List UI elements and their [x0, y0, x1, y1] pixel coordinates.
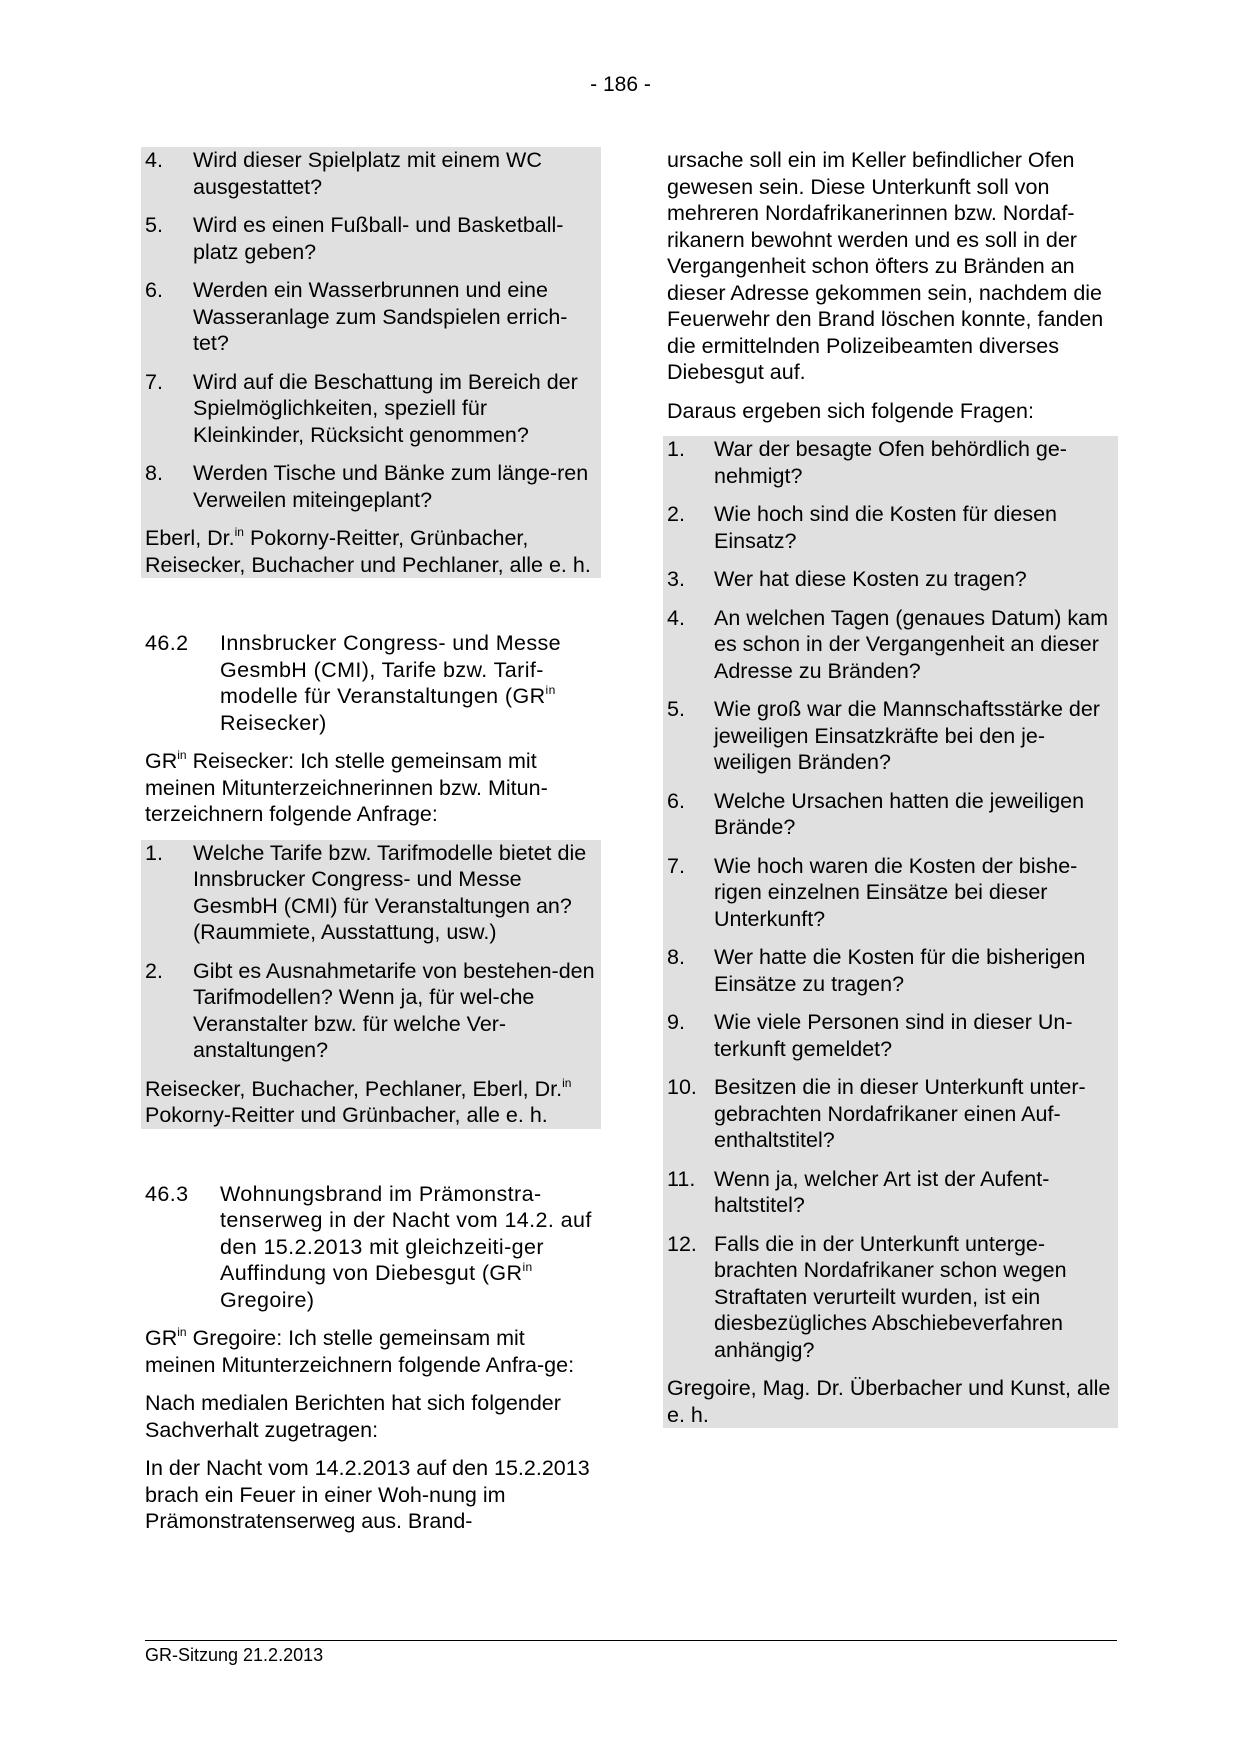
list-item: 5. Wie groß war die Mannschaftsstärke der jeweiligen Einsatzkräfte bei den je-weiligen Bränden? — [667, 697, 1100, 774]
left-column — [145, 147, 601, 1535]
right-column — [667, 147, 1118, 1428]
questions-intro: Daraus ergeben sich folgende Fragen: — [667, 398, 1034, 423]
footer-text: GR-Sitzung 21.2.2013 — [145, 1645, 324, 1665]
list-item: 2. Gibt es Ausnahmetarife von bestehen-den Tarifmodellen? Wenn ja, für wel-che Veranstalter bzw. für welche Ver-anstaltungen? — [145, 958, 595, 1062]
footer-rule — [145, 1640, 1117, 1641]
paragraph: In der Nacht vom 14.2.2013 auf den 15.2.2013 brach ein Feuer in einer Woh-nung im Prämonstratenserweg aus. Brand- — [145, 1456, 590, 1533]
list-item: 8. Werden Tische und Bänke zum länge-ren Verweilen miteingeplant? — [145, 461, 589, 512]
section-heading-46-3: 46.3 Wohnungsbrand im Prämonstra-tenserweg in der Nacht vom 14.2. auf den 15.2.2013 mit gleichzeiti-ger Auffindung von Diebesgut ($GR^{in}$ Gregoire) — [145, 1181, 592, 1312]
question-block-cmi — [141, 840, 601, 1129]
signers: Eberl, Dr.$^{in}$ Pokorny-Reitter, Grünbacher, Reisecker, Buchacher und Pechlaner, alle e. h. — [145, 525, 591, 577]
intro-paragraph: $GR^{in}$ Reisecker: Ich stelle gemeinsam mit meinen Mitunterzeichnerinnen bzw. Mitun-terzeichnern folgende Anfrage: — [145, 748, 548, 826]
paragraph: ursache soll ein im Keller befindlicher Ofen gewesen sein. Diese Unterkunft soll von mehreren Nordafrikanerinnen bzw. Nordaf-rikanern bewohnt werden und es soll in der Vergangenheit schon öfters zu Bränden an dieser Adresse gekommen sein, nachdem die Feuerwehr den Brand löschen konnte, fanden die ermittelnden Polizeibeamten diverses Diebesgut auf. — [667, 148, 1104, 384]
list-item: 3. Wer hat diese Kosten zu tragen? — [667, 567, 1027, 591]
intro-paragraph: $GR^{in}$ Gregoire: Ich stelle gemeinsam mit meinen Mitunterzeichnern folgende Anfra-ge: — [145, 1325, 575, 1377]
list-item: 7. Wie hoch waren die Kosten der bishe-rigen einzelnen Einsätze bei dieser Unterkunft? — [667, 853, 1078, 931]
list-item: 9. Wie viele Personen sind in dieser Un-terkunft gemeldet? — [667, 1010, 1073, 1061]
list-item: 1. Welche Tarife bzw. Tarifmodelle bietet die Innsbrucker Congress- und Messe GesmbH (CMI) für Veranstaltungen an? (Raummiete, Ausstattung, usw.) — [145, 840, 587, 944]
question-block-fire — [663, 436, 1118, 1428]
list-item: 4. Wird dieser Spielplatz mit einem WC ausgestattet? — [145, 148, 542, 199]
list-item: 5. Wird es einen Fußball- und Basketball-platz geben? — [145, 213, 564, 264]
list-item: 7. Wird auf die Beschattung im Bereich der Spielmöglichkeiten, speziell für Kleinkinder, Rücksicht genommen? — [145, 369, 578, 447]
list-item: 11. Wenn ja, welcher Art ist der Aufent-haltstitel? — [667, 1166, 1050, 1217]
list-item: 2. Wie hoch sind die Kosten für diesen Einsatz? — [667, 502, 1058, 553]
list-item: 12. Falls die in der Unterkunft unterge-brachten Nordafrikaner schon wegen Straftaten verurteilt wurden, ist ein diesbezügliches Abschiebeverfahren anhängig? — [667, 1231, 1067, 1362]
list-item: 1. War der besagte Ofen behördlich ge-nehmigt? — [667, 437, 1067, 488]
list-item: 8. Wer hatte die Kosten für die bisherigen Einsätze zu tragen? — [667, 945, 1086, 996]
list-item: 6. Werden ein Wasserbrunnen und eine Wasseranlage zum Sandspielen errich-tet? — [145, 278, 568, 355]
signers: Gregoire, Mag. Dr. Überbacher und Kunst, alle e. h. — [667, 1376, 1111, 1427]
list-item: 6. Welche Ursachen hatten die jeweiligen Brände? — [667, 788, 1085, 839]
list-item: 10. Besitzen die in dieser Unterkunft unter-gebrachten Nordafrikaner einen Auf-enthaltstitel? — [667, 1075, 1086, 1152]
signers: Reisecker, Buchacher, Pechlaner, Eberl, Dr.$^{in}$ Pokorny-Reitter und Grünbacher, alle e. h. — [145, 1075, 572, 1127]
page-number: - 186 - — [590, 73, 651, 96]
paragraph: Nach medialen Berichten hat sich folgender Sachverhalt zugetragen: — [145, 1391, 561, 1442]
section-heading-46-2: 46.2 Innsbrucker Congress- und Messe GesmbH (CMI), Tarife bzw. Tarif-modelle für Veranstaltungen ($GR^{in}$ Reisecker) — [145, 631, 562, 735]
list-item: 4. An welchen Tagen (genaues Datum) kam es schon in der Vergangenheit an dieser Adresse zu Bränden? — [667, 605, 1108, 683]
question-block-playground — [141, 147, 601, 578]
